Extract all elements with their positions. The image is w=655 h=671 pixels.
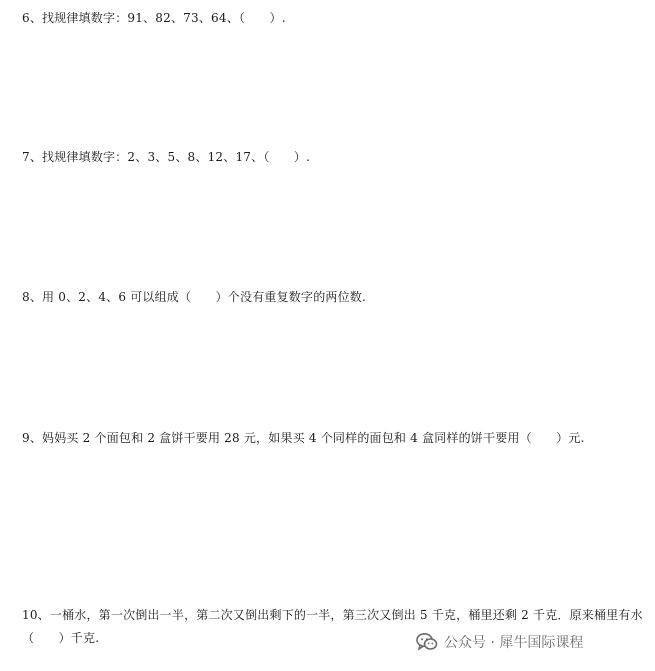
question-8: 8、用 0、2、4、6 可以组成（ ）个没有重复数字的两位数. — [22, 290, 367, 304]
watermark-text: 公众号 · 犀牛国际课程 — [444, 635, 584, 651]
watermark — [416, 630, 583, 654]
question-9: 9、妈妈买 2 个面包和 2 盒饼干要用 28 元，如果买 4 个同样的面包和 4 盒同样的饼干要用（ ）元. — [22, 431, 585, 445]
question-7: 7、找规律填数字：2、3、5、8、12、17、（ ）. — [22, 150, 311, 164]
wechat-icon — [416, 632, 438, 652]
question-10: 10、一桶水，第一次倒出一半，第二次又倒出剩下的一半，第三次又倒出 5 千克，桶里还剩 2 千克．原来桶里有水（ ）千克. — [22, 608, 643, 645]
question-6: 6、找规律填数字：91、82、73、64、（ ）. — [22, 11, 286, 25]
